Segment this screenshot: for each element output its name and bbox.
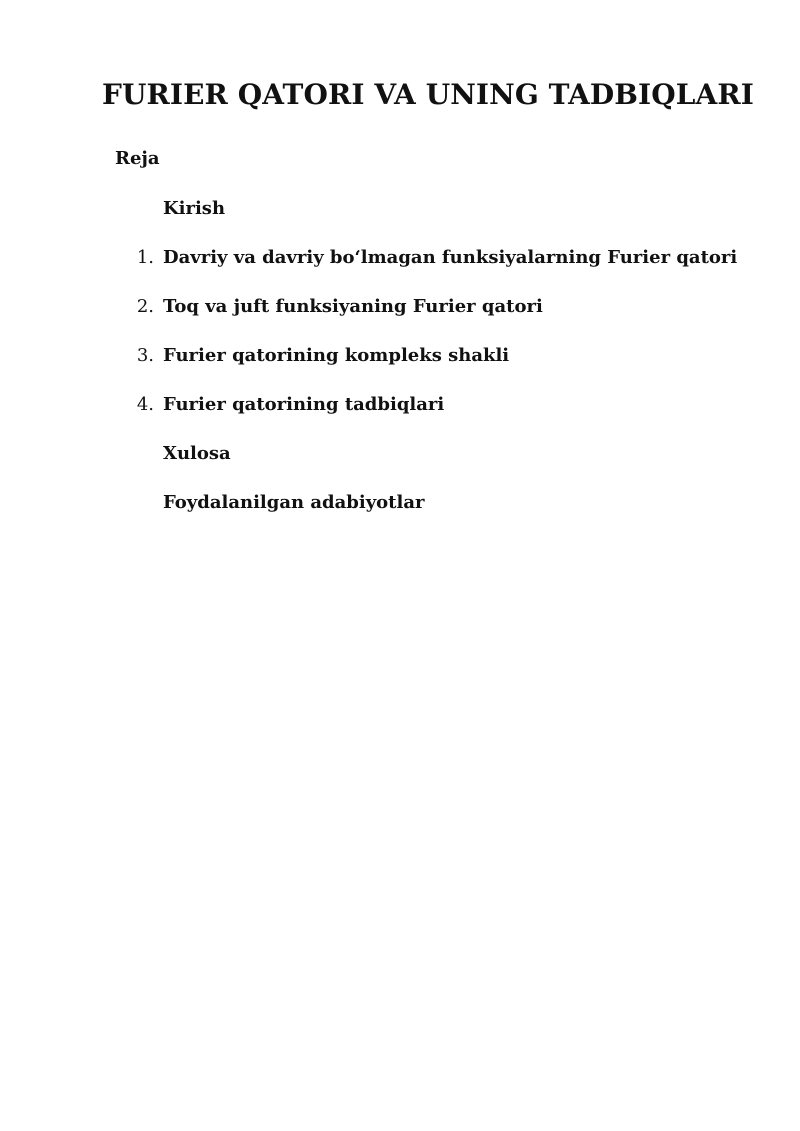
plan-heading: Reja [115, 148, 160, 169]
toc-item-text: Toq va juft funksiyaning Furier qatori [163, 296, 543, 317]
toc-intro-text: Kirish [163, 198, 226, 219]
toc-item-number: 3. [136, 345, 154, 366]
toc-item-number: 1. [136, 247, 154, 268]
toc-item-text: Davriy va davriy boʻlmagan funksiyalarning Furier qatori [163, 247, 738, 268]
page-title: FURIER QATORI VA UNING TADBIQLARI [102, 78, 754, 111]
toc-item-text: Furier qatorining kompleks shakli [163, 345, 510, 366]
toc-conclusion-text: Xulosa [163, 443, 231, 464]
toc-references-text: Foydalanilgan adabiyotlar [163, 492, 425, 513]
toc-item-number: 2. [136, 296, 154, 317]
toc-item-text: Furier qatorining tadbiqlari [163, 394, 445, 415]
toc-item-number: 4. [136, 394, 154, 415]
